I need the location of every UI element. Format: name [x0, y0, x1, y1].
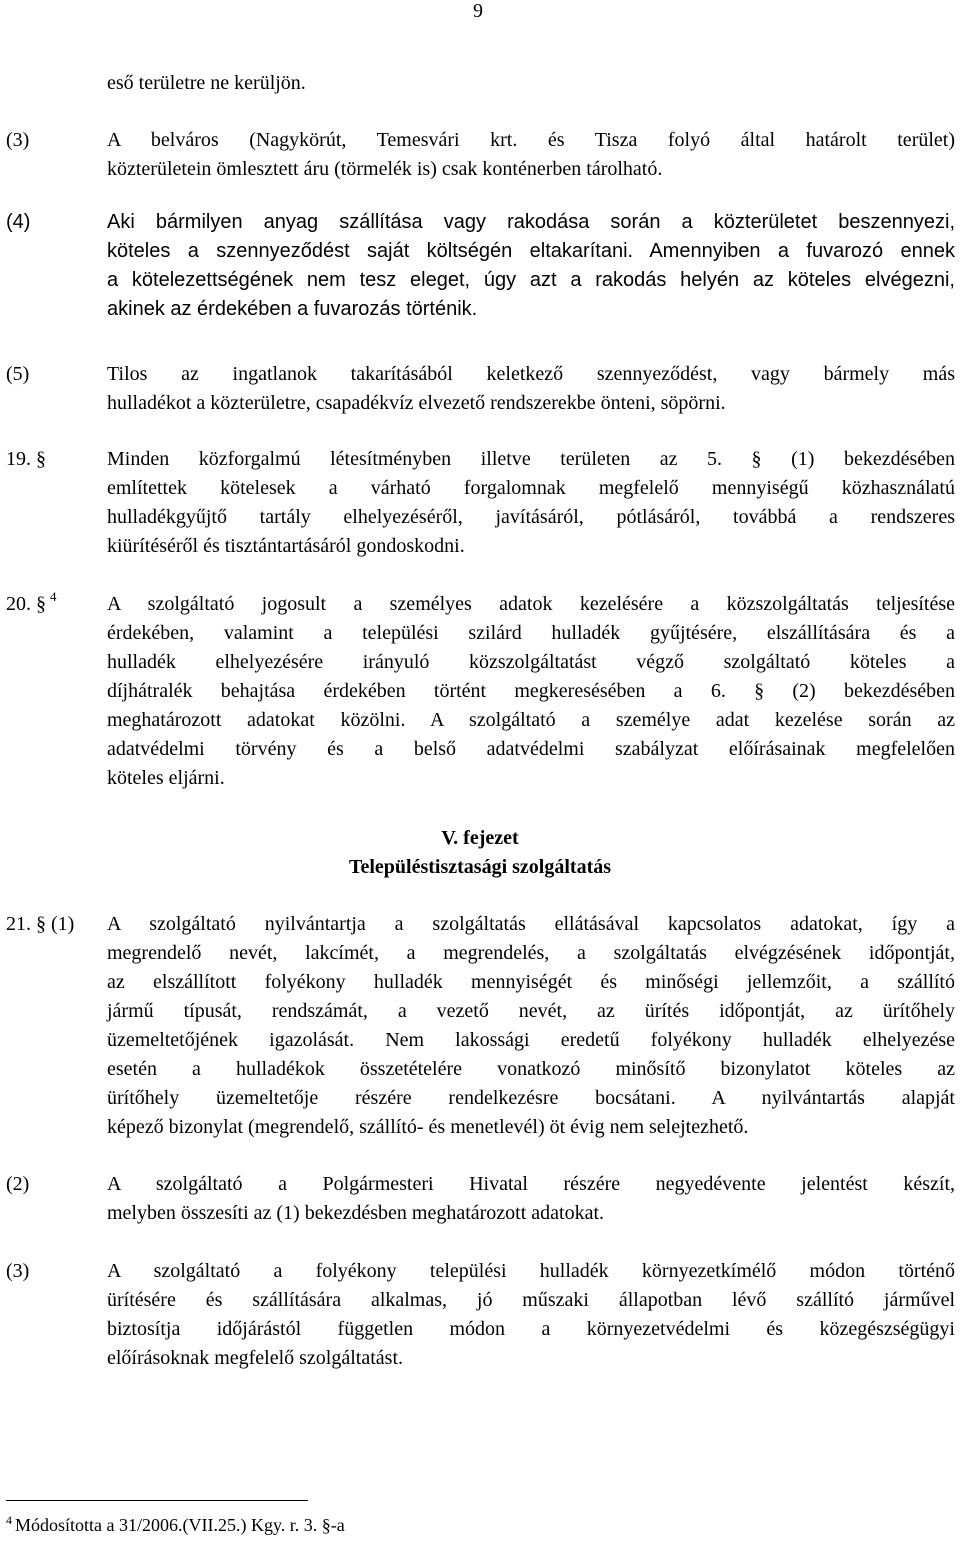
text-line: hulladékgyűjtő tartály elhelyezéséről, javításáról, pótlásáról, továbbá a rendszeres	[107, 506, 955, 528]
text-line: díjhátralék behajtása érdekében történt megkeresésében a 6. § (2) bekezdésében	[107, 680, 955, 702]
text-line: kiürítéséről és tisztántartásáról gondoskodni.	[107, 535, 465, 557]
paragraph-text	[107, 1257, 955, 1373]
text-line: esetén a hulladékok összetételére vonatkozó minősítő bizonylatot köteles az	[107, 1058, 955, 1080]
footnote	[6, 1514, 345, 1538]
text-line: köteles a szennyeződést saját költségén eltakarítani. Amennyiben a fuvarozó ennek	[107, 240, 955, 262]
paragraph	[0, 1257, 960, 1373]
text-line: A belváros (Nagykörút, Temesvári krt. és Tisza folyó által határolt terület)	[107, 129, 955, 151]
footnote-separator	[6, 1500, 308, 1501]
paragraph	[0, 69, 960, 98]
text-line: megrendelő nevét, lakcímét, a megrendelés, a szolgáltatás elvégzésének időpontját,	[107, 942, 955, 964]
paragraph-label-group	[6, 590, 57, 620]
text-line: A szolgáltató a Polgármesteri Hivatal részére negyedévente jelentést készít,	[107, 1173, 955, 1195]
text-line: eső területre ne kerüljön.	[107, 72, 306, 94]
text-line: A szolgáltató nyilvántartja a szolgáltatás ellátásával kapcsolatos adatokat, így a	[107, 913, 955, 935]
text-line: meghatározott adatokat közölni. A szolgáltató a személye adat kezelése során az	[107, 709, 955, 731]
text-line: hulladékot a közterületre, csapadékvíz elvezető rendszerekbe önteni, söpörni.	[107, 392, 726, 414]
text-line: hulladék elhelyezésére irányuló közszolgáltatást végző szolgáltató köteles a	[107, 651, 955, 673]
paragraph-text	[107, 590, 955, 793]
text-line: Minden közforgalmú létesítményben illetve területen az 5. § (1) bekezdésében	[107, 448, 955, 470]
text-line: érdekében, valamint a települési szilárd hulladék gyűjtésére, elszállítására és a	[107, 622, 955, 644]
paragraph	[0, 360, 960, 418]
text-line: jármű típusát, rendszámát, a vezető nevét, az ürítés időpontját, az ürítőhely	[107, 1000, 955, 1022]
paragraph-text	[107, 69, 955, 98]
text-line: Tilos az ingatlanok takarításából keletkező szennyeződést, vagy bármely más	[107, 363, 955, 385]
paragraph-text	[107, 1170, 955, 1228]
text-line: ürítésére és szállítására alkalmas, jó műszaki állapotban lévő szállító járművel	[107, 1289, 955, 1311]
text-line: A szolgáltató a folyékony települési hulladék környezetkímélő módon történő	[107, 1260, 955, 1282]
paragraph-text	[107, 126, 955, 184]
paragraph-label: 21. § (1)	[6, 913, 75, 935]
paragraph-label: 20. §	[6, 593, 46, 615]
footnote-text: Módosította a 31/2006.(VII.25.) Kgy. r. 3. §-a	[15, 1515, 345, 1535]
paragraph-text	[107, 208, 955, 324]
paragraph-label: (5)	[6, 363, 30, 385]
text-line: a kötelezettségének nem tesz eleget, úgy azt a rakodás helyén az köteles elvégezni,	[107, 269, 955, 291]
text-line: A szolgáltató jogosult a személyes adatok kezelésére a közszolgáltatás teljesítése	[107, 593, 955, 615]
footnote-reference: 4	[50, 589, 57, 604]
text-line: üzemeltetőjének igazolását. Nem lakossági eredetű folyékony hulladék elhelyezése	[107, 1029, 955, 1051]
text-line: köteles eljárni.	[107, 767, 225, 789]
paragraph	[0, 445, 960, 561]
footnote-marker: 4	[6, 1513, 12, 1527]
chapter-title: Településtisztasági szolgáltatás	[348, 856, 612, 878]
text-line: biztosítja időjárástól független módon a környezetvédelmi és közegészségügyi	[107, 1318, 955, 1340]
text-line: adatvédelmi törvény és a belső adatvédelmi szabályzat előírásainak megfelelően	[107, 738, 955, 760]
text-line: ürítőhely üzemeltetője részére rendelkezésre bocsátani. A nyilvántartás alapját	[107, 1087, 955, 1109]
paragraph-text	[107, 910, 955, 1142]
text-line: az elszállított folyékony hulladék mennyiségét és minőségi jellemzőit, a szállító	[107, 971, 955, 993]
page-number: 9	[473, 0, 483, 22]
text-line: akinek az érdekében a fuvarozás történik.	[107, 298, 478, 320]
paragraph	[0, 208, 960, 324]
text-line: melyben összesíti az (1) bekezdésben meghatározott adatokat.	[107, 1202, 605, 1224]
paragraph	[0, 1170, 960, 1228]
paragraph-label: 19. §	[6, 448, 46, 470]
paragraph	[0, 590, 960, 793]
paragraph	[0, 126, 960, 184]
paragraph-label: (2)	[6, 1173, 30, 1195]
paragraph-label: (3)	[6, 129, 30, 151]
text-line: előírásoknak megfelelő szolgáltatást.	[107, 1347, 404, 1369]
paragraph-text	[107, 445, 955, 561]
paragraph-text	[107, 360, 955, 418]
paragraph-label: (4)	[6, 211, 31, 233]
text-line: közterületein ömlesztett áru (törmelék is) csak konténerben tárolható.	[107, 158, 663, 180]
chapter-number: V. fejezet	[441, 827, 519, 849]
text-line: Aki bármilyen anyag szállítása vagy rakodása során a közterületet beszennyezi,	[107, 211, 955, 233]
text-line: képező bizonylat (megrendelő, szállító- és menetlevél) öt évig nem selejtezhető.	[107, 1116, 749, 1138]
paragraph-label: (3)	[6, 1260, 30, 1282]
text-line: említettek kötelesek a várható forgalomnak megfelelő mennyiségű közhasználatú	[107, 477, 955, 499]
paragraph	[0, 910, 960, 1142]
